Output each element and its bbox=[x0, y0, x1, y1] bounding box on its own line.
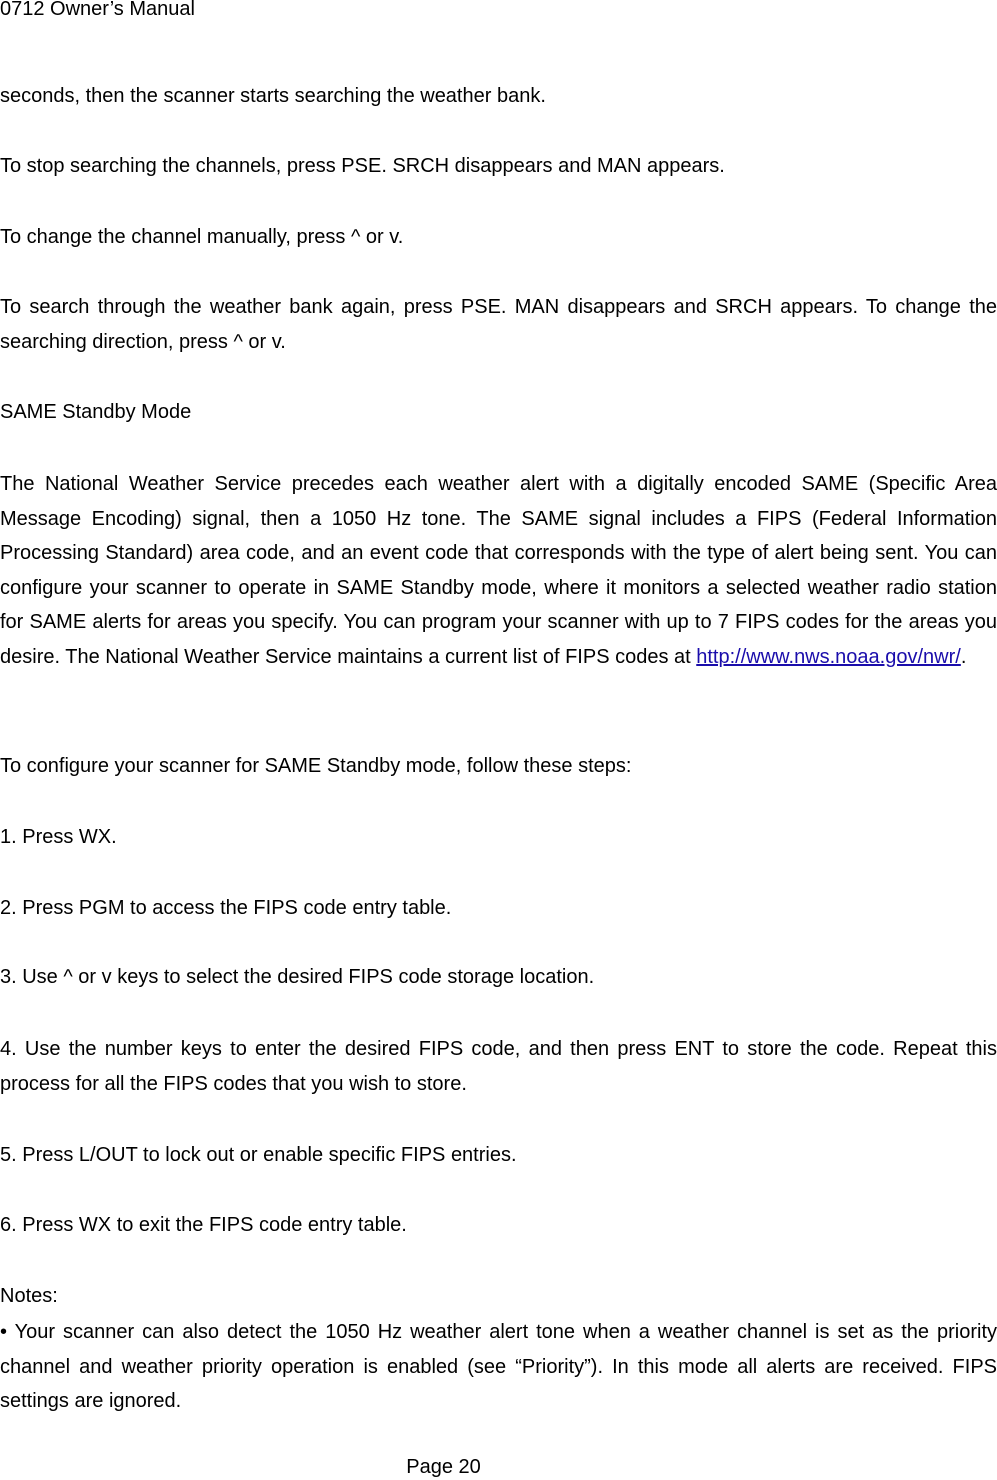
section-heading: SAME Standby Mode bbox=[0, 401, 192, 423]
paragraph-change-channel: To change the channel manually, press ^ or v. bbox=[0, 226, 404, 248]
step-item-6: 6. Press WX to exit the FIPS code entry table. bbox=[0, 1214, 407, 1236]
same-description-text: The National Weather Service precedes each weather alert with a digitally encoded SAME (Specific Area Message Encoding) signal, then a 1050 Hz tone. The SAME signal includes a FIPS (Federal Information Processing Standard) area code, and an event code that corresponds with the type of alert being sent. You can configure your scanner to operate in SAME Standby mode, where it monitors a selected weather radio station for SAME alerts for areas you specify. You can program your scanner with up to 7 FIPS codes for the areas you desire. The National Weather Service maintains a current list of FIPS codes at bbox=[0, 473, 997, 668]
step-item-1: 1. Press WX. bbox=[0, 826, 117, 848]
step-item-2: 2. Press PGM to access the FIPS code entry table. bbox=[0, 897, 452, 919]
paragraph-stop-search: To stop searching the channels, press PSE. SRCH disappears and MAN appears. bbox=[0, 155, 725, 177]
page-number: Page 20 bbox=[406, 1456, 481, 1478]
step-item-5: 5. Press L/OUT to lock out or enable specific FIPS entries. bbox=[0, 1144, 517, 1166]
fips-codes-link[interactable]: http://www.nws.noaa.gov/nwr/ bbox=[696, 645, 961, 668]
paragraph-same-description bbox=[0, 467, 997, 674]
document-header: 0712 Owner’s Manual bbox=[0, 0, 195, 20]
note-item-1: • Your scanner can also detect the 1050 Hz weather alert tone when a weather channel is set as the priority channel and weather priority operation is enabled (see “Priority”). In this mode all alerts are received. FIPS settings are ignored. bbox=[0, 1321, 997, 1412]
same-description-end: . bbox=[960, 645, 967, 668]
paragraph-search-start: seconds, then the scanner starts searching the weather bank. bbox=[0, 85, 546, 107]
step-item-4: 4. Use the number keys to enter the desired FIPS code, and then press ENT to store the code. Repeat this process for all the FIPS codes that you wish to store. bbox=[0, 1038, 997, 1095]
paragraph-search-again: To search through the weather bank again, press PSE. MAN disappears and SRCH appears. To change the searching direction, press ^ or v. bbox=[0, 296, 997, 353]
paragraph-configure-intro: To configure your scanner for SAME Standby mode, follow these steps: bbox=[0, 755, 632, 777]
step-item-3: 3. Use ^ or v keys to select the desired FIPS code storage location. bbox=[0, 966, 595, 988]
notes-label: Notes: bbox=[0, 1285, 58, 1307]
